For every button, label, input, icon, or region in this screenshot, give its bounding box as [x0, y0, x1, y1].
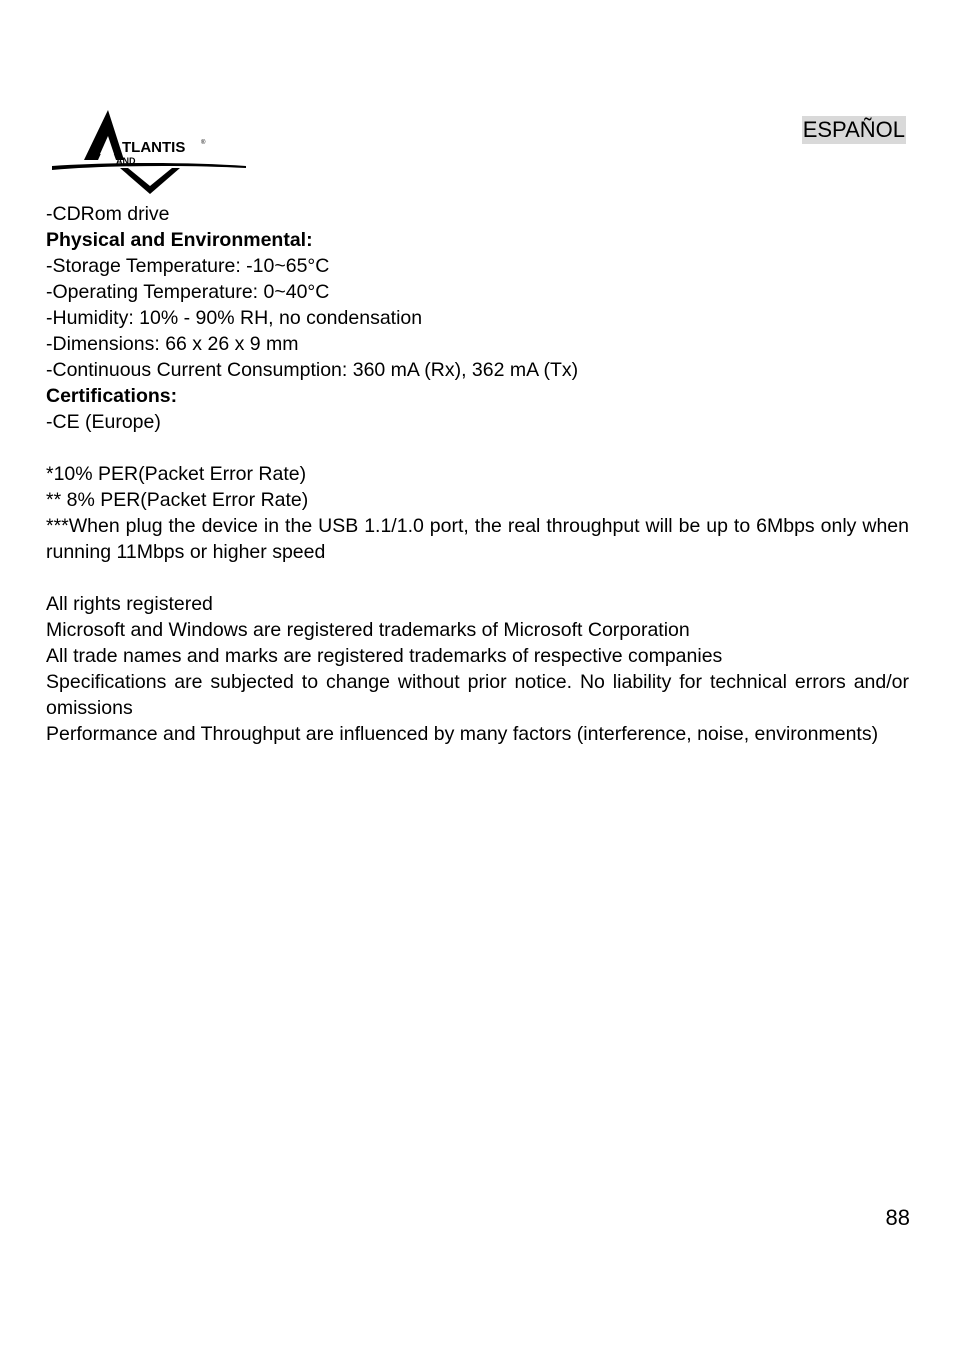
footnote: ***When plug the device in the USB 1.1/1.0 port, the real throughput will be up to 6Mbps only when running 11Mbps or higher speed — [46, 515, 909, 563]
svg-text:®: ® — [201, 140, 206, 146]
atlantis-logo — [50, 108, 250, 200]
legal-line: All trade names and marks are registered trademarks of respective companies — [46, 645, 723, 667]
spec-item: -Humidity: 10% - 90% RH, no condensation — [46, 307, 423, 329]
legal-line: Performance and Throughput are influenced by many factors (interference, noise, environments) — [46, 723, 879, 745]
footnote: *10% PER(Packet Error Rate) — [46, 463, 307, 485]
footnote: ** 8% PER(Packet Error Rate) — [46, 489, 309, 511]
legal-line: All rights registered — [46, 593, 213, 615]
svg-text:AND: AND — [116, 156, 136, 166]
cert-item: -CE (Europe) — [46, 411, 161, 433]
certifications-heading: Certifications: — [46, 385, 178, 407]
legal-line: Microsoft and Windows are registered trademarks of Microsoft Corporation — [46, 619, 690, 641]
spacer — [46, 435, 909, 461]
spec-item: -Dimensions: 66 x 26 x 9 mm — [46, 333, 299, 355]
cdrom-line: -CDRom drive — [46, 203, 170, 225]
spec-content — [46, 201, 909, 747]
physical-heading: Physical and Environmental: — [46, 229, 313, 251]
svg-text:TLANTIS: TLANTIS — [122, 139, 186, 156]
legal-line: Specifications are subjected to change without prior notice. No liability for technical errors and/or omissions — [46, 671, 909, 719]
language-label: ESPAÑOL — [802, 117, 905, 142]
spacer — [46, 565, 909, 591]
spec-item: -Continuous Current Consumption: 360 mA (Rx), 362 mA (Tx) — [46, 359, 579, 381]
spec-item: -Operating Temperature: 0~40°C — [46, 281, 330, 303]
spec-item: -Storage Temperature: -10~65°C — [46, 255, 330, 277]
page-number: 88 — [885, 1205, 910, 1230]
